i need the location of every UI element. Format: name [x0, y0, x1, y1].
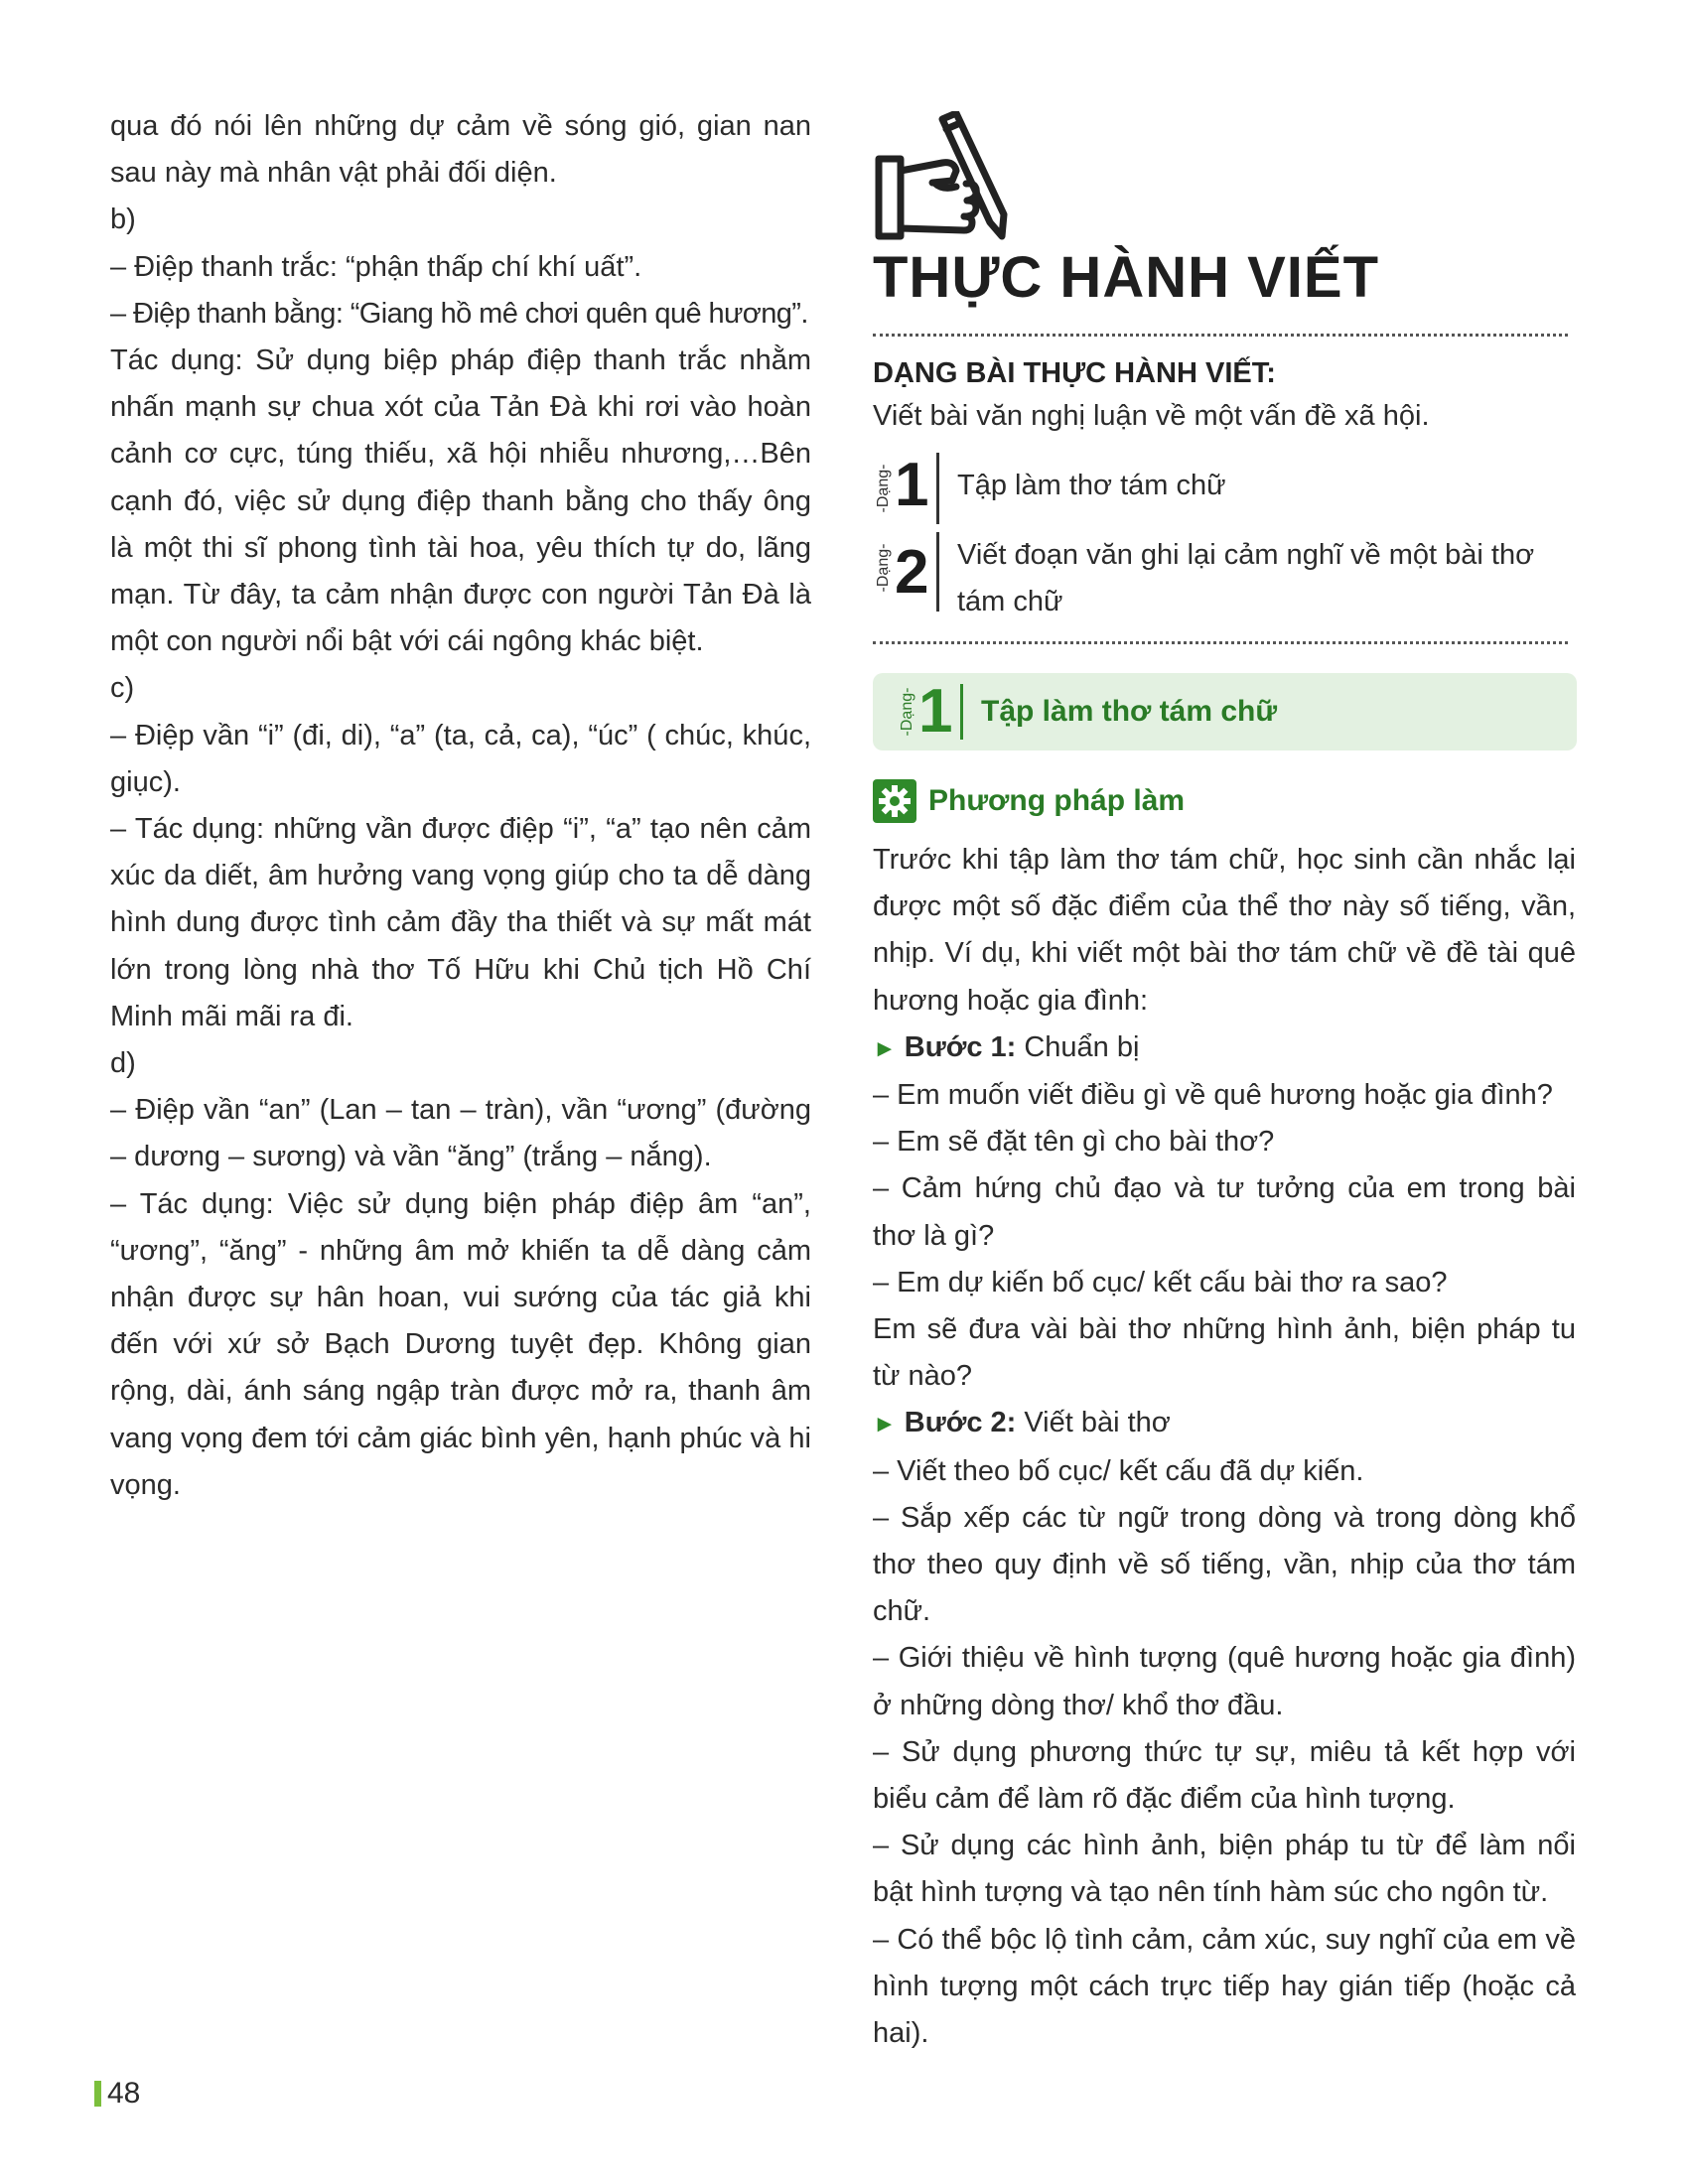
step-2-item: – Sử dụng các hình ảnh, biện pháp tu từ để làm nổi bật hình tượng và tạo nên tính hàm súc cho ngôn từ.: [873, 1830, 1576, 1909]
left-paragraph: – Tác dụng: Việc sử dụng biện pháp điệp âm “an”, “ương”, “ăng” - những âm mở khiến ta dễ dàng cảm nhận được sự hân hoan, vui sướng của tác giả khi đến với xứ sở Bạch Dương tuyệt đẹp. Không gian rộng, dài, ánh sáng ngập tràn được mở ra, thanh âm vang vọng đem tới cảm giác bình yên, hạnh phúc và hi vọng.: [110, 1187, 811, 1501]
left-paragraph: – Điệp thanh bằng: “Giang hồ mê chơi quên quê hương”.: [110, 297, 808, 330]
type-divider: [936, 453, 939, 524]
step-2-item: – Giới thiệu về hình tượng (quê hương hoặc gia đình) ở những dòng thơ/ khổ thơ đầu.: [873, 1642, 1576, 1721]
play-arrow-icon: ►: [873, 1411, 897, 1438]
gear-icon: [873, 779, 916, 823]
step-1-item: – Cảm hứng chủ đạo và tư tưởng của em trong bài thơ là gì?: [873, 1172, 1576, 1252]
type-number: 2: [895, 538, 929, 607]
step-2-item: – Sử dụng phương thức tự sự, miêu tả kết hợp với biểu cảm để làm rõ đặc điểm của hình tượng.: [873, 1735, 1576, 1816]
type-item-2: [873, 532, 1573, 625]
form-description: Viết bài văn nghị luận về một vấn đề xã hội.: [873, 400, 1430, 432]
step-2-item: – Có thể bộc lộ tình cảm, cảm xúc, suy nghĩ của em về hình tượng một cách trực tiếp hay gián tiếp (hoặc cả hai).: [873, 1923, 1576, 2050]
page-marker: [94, 2081, 101, 2107]
left-paragraph: qua đó nói lên những dự cảm về sóng gió, gian nan sau này mà nhân vật phải đối diện.: [110, 110, 811, 190]
type-label: Viết đoạn văn ghi lại cảm nghĩ về một bài thơ tám chữ: [957, 539, 1535, 617]
step-2-item: – Viết theo bố cục/ kết cấu đã dự kiến.: [873, 1454, 1364, 1487]
left-paragraph: – Điệp vần “i” (đi, di), “a” (ta, cả, ca), “úc” ( chúc, khúc, giục).: [110, 719, 811, 798]
step-2-heading: ► Bước 2: Viết bài thơ: [873, 1407, 1171, 1439]
type-tag: -Dạng-: [875, 543, 892, 593]
section-title: THỰC HÀNH VIẾT: [873, 245, 1380, 310]
left-paragraph: – Tác dụng: những vần được điệp “i”, “a” tạo nên cảm xúc da diết, âm hưởng vang vọng giúp cho ta dễ dàng hình dung được tình cảm đầy tha thiết và sự mất mát lớn trong lòng nhà thơ Tố Hữu khi Chủ tịch Hồ Chí Minh mãi mãi ra đi.: [110, 813, 811, 1032]
active-type-title: Tập làm thơ tám chữ: [981, 695, 1278, 728]
left-paragraph: d): [110, 1047, 136, 1080]
type-tag: -Dạng-: [875, 464, 892, 513]
form-heading: DẠNG BÀI THỰC HÀNH VIẾT:: [873, 357, 1276, 389]
left-paragraph: b): [110, 204, 136, 236]
type-label: Tập làm thơ tám chữ: [957, 470, 1226, 501]
type-divider: [936, 532, 939, 612]
left-paragraph: – Điệp vần “an” (Lan – tan – tràn), vần “ương” (đường – dương – sương) và vần “ăng” (trắng – nắng).: [110, 1094, 811, 1173]
page-number: [94, 2077, 140, 2111]
left-paragraph: Tác dụng: Sử dụng biệp pháp điệp thanh trắc nhằm nhấn mạnh sự chua xót của Tản Đà khi rơi vào hoàn cảnh cơ cực, túng thiếu, xã hội nhiễu nhương,…Bên cạnh đó, việc sử dụng điệp thanh bằng cho thấy ông là một thi sĩ phong tình tài hoa, yêu thích tự do, lãng mạn. Từ đây, ta cảm nhận được con người Tản Đà là một con người nổi bật với cái ngông khác biệt.: [110, 344, 811, 658]
hand-writing-pencil-icon: [873, 111, 1012, 245]
step-1-item: – Em muốn viết điều gì về quê hương hoặc gia đình?: [873, 1079, 1553, 1112]
step-1-item: – Em dự kiến bố cục/ kết cấu bài thơ ra sao?: [873, 1266, 1448, 1298]
type-tag: -Dạng-: [899, 687, 915, 737]
left-column: [110, 103, 811, 1509]
type-number: 1: [895, 451, 929, 519]
page-number-text: 48: [107, 2077, 141, 2110]
method-title: Phương pháp làm: [928, 784, 1186, 817]
type-item-1: [873, 453, 1226, 524]
type-number: 1: [918, 677, 953, 746]
play-arrow-icon: ►: [873, 1034, 897, 1062]
method-heading: [873, 779, 1185, 823]
method-body: [873, 837, 1576, 2057]
left-paragraph: – Điệp thanh trắc: “phận thấp chí khí uất”.: [110, 250, 642, 283]
step-1-item: Em sẽ đưa vài bài thơ những hình ảnh, biện pháp tu từ nào?: [873, 1313, 1576, 1393]
step-1-heading: ► Bước 1: Chuẩn bị: [873, 1030, 1140, 1063]
step-1-item: – Em sẽ đặt tên gì cho bài thơ?: [873, 1126, 1275, 1159]
dotted-divider: [873, 334, 1568, 337]
left-paragraph: c): [110, 672, 135, 705]
dotted-divider: [873, 641, 1568, 644]
intro-paragraph: Trước khi tập làm thơ tám chữ, học sinh cần nhắc lại được một số đặc điểm của thể thơ này số tiếng, vần, nhịp. Ví dụ, khi viết một bài thơ tám chữ về đề tài quê hương hoặc gia đình:: [873, 844, 1576, 1017]
step-2-item: – Sắp xếp các từ ngữ trong dòng và trong dòng khổ thơ theo quy định về số tiếng, vần, nhịp của thơ tám chữ.: [873, 1501, 1576, 1628]
active-type-banner: [873, 673, 1577, 751]
type-divider: [960, 684, 963, 740]
